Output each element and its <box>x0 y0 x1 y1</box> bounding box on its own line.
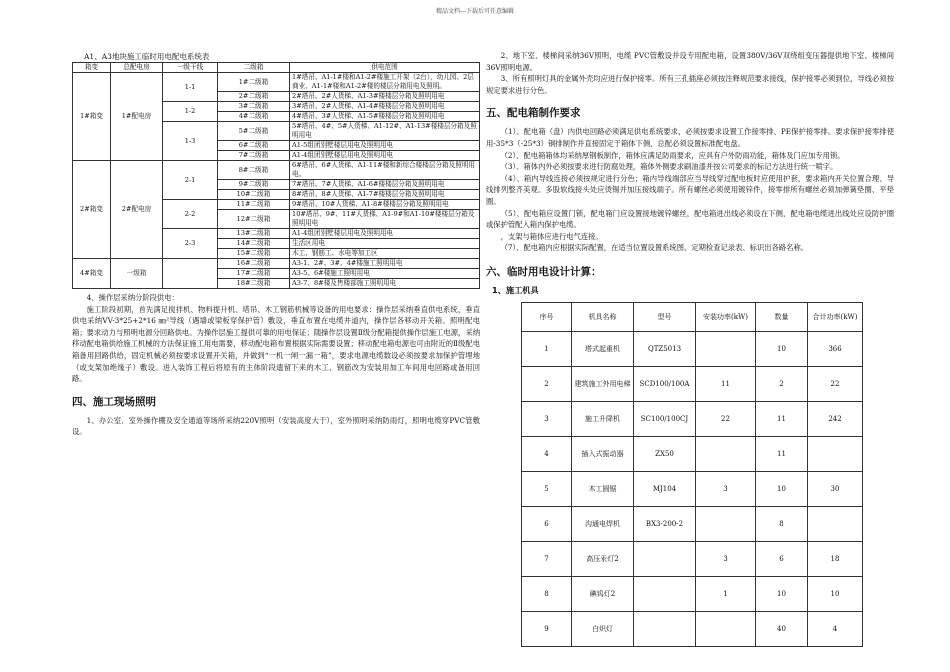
tools-cell: SC100/100CJ <box>634 401 696 436</box>
supply-range-cell: 4#塔吊、3#人货梯、A1-5#楼楼层分箱及照明用电 <box>290 112 480 122</box>
section-5-item: （7）、配电箱内应根据实际配置，在适当位置设置系统图、定期检查记录表、标识出各路名称。 <box>500 243 809 253</box>
tools-cell: 366 <box>808 331 863 366</box>
supply-range-cell: A1-4组团别墅楼层用电及照明用电 <box>290 151 480 161</box>
tools-cell: 插入式振动器 <box>572 436 634 471</box>
trunk-line-cell: 1-3 <box>163 122 218 161</box>
tools-cell <box>808 506 863 541</box>
tools-cell: 3 <box>522 401 572 436</box>
secondary-box-cell: 5#二级箱 <box>218 122 290 141</box>
tools-header-row <box>522 302 863 331</box>
secondary-box-cell: 14#二级箱 <box>218 239 290 249</box>
trunk-line-cell: 2-3 <box>163 229 218 259</box>
section-6-title: 六、临时用电设计计算： <box>486 265 602 278</box>
trunk-line-cell: 1-2 <box>163 102 218 122</box>
tools-row <box>522 366 863 401</box>
tools-header-cell: 数量 <box>756 302 808 331</box>
tools-header-cell: 序号 <box>522 302 572 331</box>
tools-cell: 242 <box>808 401 863 436</box>
section-4-title: 四、施工现场照明 <box>72 395 156 408</box>
supply-range-cell: A3-5、6#楼施工照明用电 <box>290 269 480 279</box>
tools-cell: 8 <box>756 506 808 541</box>
secondary-box-cell: 11#二级箱 <box>218 200 290 210</box>
transformer-cell: 4#箱变 <box>73 259 111 289</box>
tools-cell <box>634 576 696 611</box>
supply-range-cell: 5#塔吊、4#、5#人货梯、A1-12#、A1-13#楼楼层分箱及照明用电 <box>290 122 480 141</box>
tools-cell: ZX50 <box>634 436 696 471</box>
tools-cell <box>696 331 756 366</box>
power-table-row <box>73 161 480 180</box>
section-5-item: （1）、配电箱（盘）内供电回路必须满足供电系统要求，必须按要求设置工作接零排、PE保护接零排。要求保护接零排使用-35*3（-25*3）铜排制作并直接固定于箱体下侧，总配必须设置标准配电盘。 <box>486 127 894 148</box>
secondary-box-cell: 7#二级箱 <box>218 151 290 161</box>
distribution-room-cell: 1#配电房 <box>111 73 163 161</box>
tools-cell: BX3-200-2 <box>634 506 696 541</box>
tools-cell: 7 <box>522 541 572 576</box>
distribution-room-cell: 一级箱 <box>111 259 163 289</box>
tools-cell: 建筑施工外用电梯 <box>572 366 634 401</box>
section-5-item: ，支架与箱体应进行电气连接。 <box>500 231 603 241</box>
supply-range-cell: 6#塔吊、6#人货梯、A1-11#楼和新综合楼楼层分箱及照明用电。 <box>290 161 480 180</box>
tools-header-cell: 机具名称 <box>572 302 634 331</box>
tools-cell: QTZ5013 <box>634 331 696 366</box>
power-table-header: 二级箱 <box>218 63 290 73</box>
secondary-box-cell: 8#二级箱 <box>218 161 290 180</box>
section-5-title: 五、配电箱制作要求 <box>486 107 581 120</box>
tools-cell: 8 <box>522 576 572 611</box>
tools-cell <box>634 541 696 576</box>
section-6-subtitle: 1、施工机具 <box>492 284 539 295</box>
supply-range-cell: 木工、钢筋工、水电等加工区 <box>290 249 480 259</box>
tools-cell: MJ104 <box>634 471 696 506</box>
trunk-line-cell <box>163 259 218 289</box>
supply-range-cell: 2#塔吊、2#人货梯、A1-3#楼楼层分箱及照明用电 <box>290 92 480 102</box>
tools-cell: 3 <box>696 541 756 576</box>
tools-cell: 塔式起重机 <box>572 331 634 366</box>
tools-row <box>522 506 863 541</box>
power-table-header: 总配电房 <box>111 63 163 73</box>
trunk-line-cell: 1-1 <box>163 73 218 102</box>
section-4-para-1: 1、办公室、室外操作棚及安全通道等场所采纳220V照明（安装高度大于），室外照明采纳防雨灯，照明电缆穿PVC管敷设。 <box>72 415 480 437</box>
tools-cell <box>634 611 696 646</box>
tools-cell: 1 <box>696 576 756 611</box>
supply-range-cell: 10#塔吊、9#、11#人货梯、A1-9#和A1-10#楼楼层分箱及照明用电 <box>290 210 480 229</box>
section-5-item: （4）、箱内导线连接必须按规定进行分色；箱内导线端部应当导线穿过配电板时应使用护套，要求箱内开关位置合理、导线排列整齐美观。多股软线接头处应烫锡并加压接线端子。所有螺丝必须使用镀锌件，接零排所有螺丝必须加弹簧垫圈、平垫圈。 <box>486 173 894 206</box>
secondary-box-cell: 15#二级箱 <box>218 249 290 259</box>
tools-header-cell: 合计功率(kW) <box>808 302 863 331</box>
tools-cell <box>696 506 756 541</box>
power-table-row <box>73 73 480 92</box>
trunk-line-cell: 2-2 <box>163 200 218 229</box>
tools-cell: 22 <box>808 366 863 401</box>
secondary-box-cell: 12#二级箱 <box>218 210 290 229</box>
tools-cell <box>696 611 756 646</box>
tools-cell: 高压汞灯2 <box>572 541 634 576</box>
left-column <box>72 52 480 438</box>
tools-cell: 木工圆锯 <box>572 471 634 506</box>
power-distribution-table <box>72 62 480 289</box>
tools-cell: 18 <box>808 541 863 576</box>
transformer-cell: 2#箱变 <box>73 161 111 259</box>
tools-cell: 4 <box>522 436 572 471</box>
tools-table <box>521 302 863 647</box>
distribution-room-cell: 2#配电房 <box>111 161 163 259</box>
tools-cell: 40 <box>756 611 808 646</box>
tools-cell: 11 <box>756 401 808 436</box>
secondary-box-cell: 6#二级箱 <box>218 141 290 151</box>
tools-cell: 9 <box>522 611 572 646</box>
supply-range-cell: 9#塔吊、10#人货梯、A1-8#楼楼层分箱及照明用电 <box>290 200 480 210</box>
supply-range-cell: 3#塔吊、2#人货梯、A1-4#楼楼层分箱及照明用电 <box>290 102 480 112</box>
lighting-para-2: 2、地下室、楼梯间采纳36V照明，电缆 PVC管敷设并设专用配电箱，设置380V/36V双绕组变压器提供地下室、楼梯间36V照明电源。 <box>486 51 894 72</box>
secondary-box-cell: 13#二级箱 <box>218 229 290 239</box>
section-5-item: （2）、配电箱箱体均采纳厚钢板制作，箱体应满足防雨要求，应具有户外防雨功能，箱体及门应加专用锁。 <box>500 150 845 160</box>
transformer-cell: 1#箱变 <box>73 73 111 161</box>
supply-range-cell: 生活区用电 <box>290 239 480 249</box>
tools-cell: 11 <box>756 436 808 471</box>
tools-header-cell: 安装功率(kW) <box>696 302 756 331</box>
secondary-box-cell: 17#二级箱 <box>218 269 290 279</box>
supply-range-cell: A3-1、2#、3#、4#楼施工照明用电 <box>290 259 480 269</box>
power-table-header: 供电范围 <box>290 63 480 73</box>
tools-row <box>522 401 863 436</box>
tools-cell: 10 <box>756 331 808 366</box>
supply-range-cell: 8#塔吊、8#人货梯、A1-7#楼楼层分箱及照明用电 <box>290 190 480 200</box>
tools-cell: SCD100/100A <box>634 366 696 401</box>
tools-cell <box>696 436 756 471</box>
tools-row <box>522 611 863 646</box>
tools-cell: 2 <box>756 366 808 401</box>
secondary-box-cell: 1#二级箱 <box>218 73 290 92</box>
right-column <box>486 50 894 647</box>
tools-row <box>522 576 863 611</box>
power-table-header: 一级干线 <box>163 63 218 73</box>
tools-cell: 白炽灯 <box>572 611 634 646</box>
tools-cell: 11 <box>696 366 756 401</box>
power-table-row <box>73 259 480 269</box>
tools-cell: 2 <box>522 366 572 401</box>
tools-cell: 5 <box>522 471 572 506</box>
section-4-4-body: 施工阶段初期，首先满足搅拌机、物料提升机、塔吊、木工钢筋机械等设备的用电要求：操作层采纳垂直供电系统，垂直供电采纳VV-3*25+2*16 ㎜²导线（遇墙或梁板穿保护管）敷设，垂直布置在电缆井道内，操作层各移动开关箱、照明配电箱；要求动力与照明电源分回路供电。为操作层施工提供可靠的用电保证；随操作层设置Ⅱ级分配箱提供操作层施工电源，采纳移动配电箱供给施工机械的方法保证施工用电需要，移动配电箱布置根据实际需要设置；移动配电箱电源也可由附近的Ⅱ级配电箱备用回路供给，固定机械必须按要求设置开关箱，并做到“一机一闸一漏一箱”，要求电源电缆数设必须按要求加保护管埋地（或支架加绝缘子）敷设。进入装饰工程后将原有的主体阶段遗留下来的木工、钢筋改为安装用加工车间用电回路或备用回路。 <box>72 304 480 384</box>
tools-cell: 4 <box>808 611 863 646</box>
tools-row <box>522 331 863 366</box>
tools-row <box>522 541 863 576</box>
section-5-items <box>486 126 894 254</box>
supply-range-cell: 7#塔吊、7#人货梯、A1-6#楼楼层分箱及照明用电 <box>290 180 480 190</box>
tools-cell: 碘钨灯2 <box>572 576 634 611</box>
secondary-box-cell: 2#二级箱 <box>218 92 290 102</box>
section-4-4-title: 4、操作层采纳分阶段供电： <box>86 293 179 302</box>
tools-cell: 10 <box>756 471 808 506</box>
table-caption: A1、A3地块施工临时用电配电系统表 <box>84 52 210 61</box>
tools-cell: 6 <box>756 541 808 576</box>
tools-cell: 6 <box>522 506 572 541</box>
tools-cell: 沟通电焊机 <box>572 506 634 541</box>
power-table-header: 箱变 <box>73 63 111 73</box>
power-table-header-row <box>73 63 480 73</box>
tools-row <box>522 436 863 471</box>
tools-cell: 30 <box>808 471 863 506</box>
supply-range-cell: A1-4组团别墅楼层用电及照明用电 <box>290 229 480 239</box>
lighting-para-3: 3、所有照明灯具的金属外壳均应进行保护接零。所有三孔插座必须按注释规范要求接线，保护接零必须到位，导线必须按规定要求进行分色。 <box>486 74 894 95</box>
section-5-item: （3）、箱体内外必须按要求进行防腐处理，箱体外侧要求刷油漆并按公司要求的标记方法进行统一喷字。 <box>500 162 838 172</box>
section-5-item: （5）、配电箱应设置门锁，配电箱门应设置接地镀锌螺丝，配电箱进出线必须设在下侧，配电箱电缆进出线处应设防护圈或保护管配入箱内保护电缆。 <box>486 208 894 230</box>
secondary-box-cell: 4#二级箱 <box>218 112 290 122</box>
trunk-line-cell: 2-1 <box>163 161 218 200</box>
tools-cell <box>808 436 863 471</box>
tools-cell: 22 <box>696 401 756 436</box>
supply-range-cell: A3-7、8#楼及售楼部施工照明用电 <box>290 279 480 289</box>
tools-header-cell: 型号 <box>634 302 696 331</box>
tools-row <box>522 471 863 506</box>
secondary-box-cell: 16#二级箱 <box>218 259 290 269</box>
secondary-box-cell: 18#二级箱 <box>218 279 290 289</box>
secondary-box-cell: 9#二级箱 <box>218 180 290 190</box>
header-note: 精品文档---下载后可任意编辑 <box>435 8 515 15</box>
tools-cell: 10 <box>808 576 863 611</box>
secondary-box-cell: 10#二级箱 <box>218 190 290 200</box>
tools-cell: 10 <box>756 576 808 611</box>
supply-range-cell: A1-5组团别墅楼层用电及照明用电 <box>290 141 480 151</box>
tools-cell: 3 <box>696 471 756 506</box>
secondary-box-cell: 3#二级箱 <box>218 102 290 112</box>
tools-cell: 施工升降机 <box>572 401 634 436</box>
tools-cell: 1 <box>522 331 572 366</box>
supply-range-cell: 1#塔吊、A1-1#楼和A1-2#楼施工开架（2台），幼儿园、2层商业、A1-1#楼和A1-2#楼的楼层分箱用电及照明。 <box>290 73 480 92</box>
